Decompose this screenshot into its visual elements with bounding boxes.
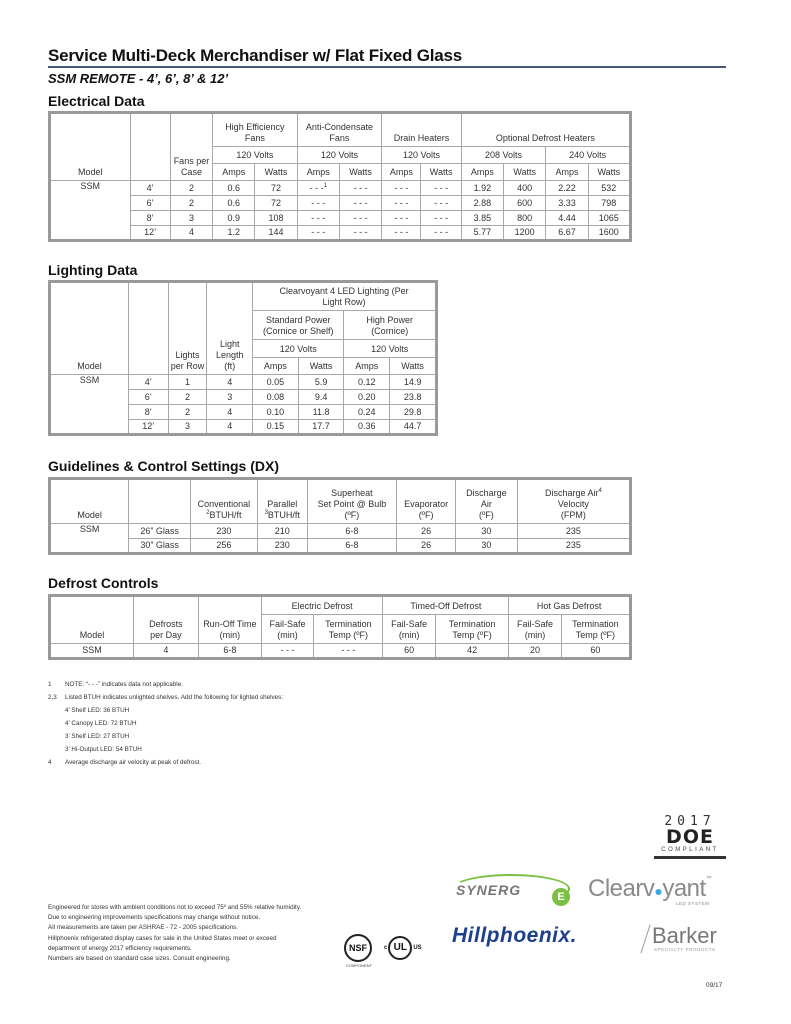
volts-label: 208 Volts	[461, 147, 546, 164]
footnote-2-3	[48, 691, 283, 704]
hi-amps-cell: 0.24	[344, 405, 390, 420]
ac-amps-cell: - - -	[297, 196, 339, 211]
hef-amps-cell: 0.9	[213, 211, 255, 226]
col-clearvoyant-led: Clearvoyant 4 LED Lighting (Per Light Row)	[253, 282, 437, 311]
ul-c: c	[384, 945, 388, 951]
amps-label: Amps	[297, 164, 339, 181]
table-row	[50, 644, 631, 659]
col-timed-off-defrost: Timed-Off Defrost	[383, 596, 509, 615]
velocity-label-2: Velocity	[557, 499, 589, 509]
footnote-number: 4	[48, 759, 52, 766]
dh-amps-cell: - - -	[382, 226, 421, 241]
col-standard-power: Standard Power (Cornice or Shelf)	[253, 311, 344, 340]
lights-cell: 3	[168, 420, 207, 435]
footnote-sub-item: 4’ Canopy LED: 72 BTUH	[65, 720, 137, 727]
col-optional-defrost-heaters: Optional Defrost Heaters	[461, 113, 630, 147]
col-glass	[129, 479, 191, 524]
dh-amps-cell: - - -	[382, 181, 421, 196]
synergy-e-badge: E	[552, 888, 570, 906]
amps-label: Amps	[382, 164, 421, 181]
ac-amps-value: - - -	[309, 182, 324, 193]
dh-amps-cell: - - -	[382, 211, 421, 226]
unit-text: (ºF)	[344, 510, 360, 520]
d208-watts-cell: 600	[504, 196, 546, 211]
evaporator-cell: 26	[397, 524, 456, 539]
logo-divider	[640, 925, 650, 954]
length-cell: 4	[207, 420, 253, 435]
lights-cell: 2	[168, 390, 207, 405]
fans-cell: 2	[170, 181, 212, 196]
hi-amps-cell: 0.12	[344, 375, 390, 390]
std-watts-cell: 9.4	[298, 390, 344, 405]
col-parallel	[257, 479, 307, 524]
termination-label: Termination Temp (ºF)	[435, 615, 508, 644]
d240-amps-cell: 4.44	[546, 211, 588, 226]
d208-watts-cell: 800	[504, 211, 546, 226]
col-anti-condensate-fans: Anti-Condensate Fans	[297, 113, 382, 147]
std-watts-cell: 11.8	[298, 405, 344, 420]
evaporator-cell: 26	[397, 539, 456, 554]
amps-label: Amps	[344, 358, 390, 375]
fail-safe-label: Fail-Safe (min)	[509, 615, 561, 644]
d240-watts-cell: 532	[588, 181, 630, 196]
light-bulb-icon: ●	[654, 883, 663, 899]
discharge-cell: 30	[456, 539, 518, 554]
hef-watts-cell: 144	[255, 226, 297, 241]
footnote-sub-item: 3’ Shelf LED: 27 BTUH	[65, 733, 130, 740]
hi-watts-cell: 29.8	[390, 405, 437, 420]
col-evaporator	[397, 479, 456, 524]
watts-label: Watts	[421, 164, 461, 181]
size-cell: 6’	[129, 390, 169, 405]
footnote-number: 2,3	[48, 694, 57, 701]
col-high-power: High Power (Cornice)	[344, 311, 437, 340]
footnote-1	[48, 678, 283, 691]
discharge-cell: 30	[456, 524, 518, 539]
footnote-text: NOTE: “- - -” indicates data not applicable.	[65, 681, 183, 688]
std-amps-cell: 0.08	[253, 390, 299, 405]
doe-bar	[654, 856, 726, 859]
ac-watts-cell: - - -	[339, 181, 381, 196]
hef-amps-cell: 1.2	[213, 226, 255, 241]
size-cell: 4’	[129, 375, 169, 390]
ac-amps-cell	[297, 181, 339, 196]
electrical-table	[48, 111, 632, 242]
superheat-cell: 6-8	[307, 524, 396, 539]
volts-label: 120 Volts	[382, 147, 462, 164]
conventional-label: Conventional	[197, 499, 251, 509]
lights-cell: 1	[168, 375, 207, 390]
d208-watts-cell: 1200	[504, 226, 546, 241]
col-lights-per-row: Lights per Row	[168, 282, 207, 375]
volts-label: 120 Volts	[213, 147, 298, 164]
model-cell: SSM	[50, 375, 129, 435]
parallel-cell: 230	[257, 539, 307, 554]
col-electric-defrost: Electric Defrost	[261, 596, 383, 615]
hot-gas-termination-cell: 60	[561, 644, 630, 659]
std-amps-cell: 0.15	[253, 420, 299, 435]
fail-safe-label: Fail-Safe (min)	[383, 615, 435, 644]
glass-cell: 26” Glass	[129, 524, 191, 539]
page-subtitle: SSM REMOTE - 4’, 6’, 8’ & 12’	[48, 71, 229, 86]
col-model: Model	[50, 282, 129, 375]
watts-label: Watts	[504, 164, 546, 181]
timed-off-termination-cell: 42	[435, 644, 508, 659]
col-superheat	[307, 479, 396, 524]
nsf-logo	[344, 934, 374, 968]
doe-year: 2017	[664, 814, 716, 829]
d208-amps-cell: 3.85	[461, 211, 503, 226]
col-model: Model	[50, 479, 129, 524]
nsf-component: COMPONENT	[346, 963, 372, 968]
std-watts-cell: 5.9	[298, 375, 344, 390]
unit-text: BTUH/ft	[209, 510, 242, 520]
hot-gas-fail-safe-cell: 20	[509, 644, 561, 659]
col-conventional	[190, 479, 257, 524]
defrost-table	[48, 594, 632, 660]
col-light-length: Light Length (ft)	[207, 282, 253, 375]
footnotes	[48, 678, 283, 769]
glass-cell: 30” Glass	[129, 539, 191, 554]
d208-amps-cell: 2.88	[461, 196, 503, 211]
page-title: Service Multi-Deck Merchandiser w/ Flat Fixed Glass	[48, 46, 463, 65]
electrical-heading: Electrical Data	[48, 93, 145, 109]
barker-word: Barker	[652, 923, 717, 948]
revision-date: 09/17	[706, 982, 723, 989]
parallel-unit	[260, 510, 305, 521]
guidelines-heading: Guidelines & Control Settings (DX)	[48, 458, 280, 474]
footnote-ref: 1	[323, 182, 327, 189]
footnote-sub-item: 3’ Hi-Output LED: 54 BTUH	[65, 746, 142, 753]
d208-amps-cell: 1.92	[461, 181, 503, 196]
col-discharge-air	[456, 479, 518, 524]
dh-amps-cell: - - -	[382, 196, 421, 211]
conventional-cell: 230	[190, 524, 257, 539]
ac-amps-cell: - - -	[297, 226, 339, 241]
termination-label: Termination Temp (ºF)	[314, 615, 383, 644]
model-cell: SSM	[50, 524, 129, 554]
defrost-heading: Defrost Controls	[48, 575, 159, 591]
d240-watts-cell: 1065	[588, 211, 630, 226]
doe-compliant-logo	[654, 815, 726, 859]
evaporator-label: Evaporator	[404, 499, 449, 509]
d240-watts-cell: 798	[588, 196, 630, 211]
table-row	[50, 524, 631, 539]
dh-watts-cell: - - -	[421, 181, 461, 196]
electric-fail-safe-cell: - - -	[261, 644, 313, 659]
unit-text: BTUH/ft	[267, 510, 300, 520]
synergy-logo	[452, 872, 576, 912]
conventional-unit	[193, 510, 255, 521]
clearvoyant-part: Clearv	[588, 875, 655, 902]
footnote-number: 1	[48, 681, 52, 688]
watts-label: Watts	[339, 164, 381, 181]
col-fans-per-case: Fans per Case	[170, 113, 212, 181]
unit-text: (ºF)	[479, 510, 494, 520]
hillphoenix-logo: Hillphoenix.	[452, 924, 578, 947]
footer-line: All measurements are taken per ASHRAE - 72 - 2005 specifications.	[48, 924, 239, 932]
electric-termination-cell: - - -	[314, 644, 383, 659]
hef-watts-cell: 72	[255, 196, 297, 211]
watts-label: Watts	[298, 358, 344, 375]
clearvoyant-part: yant	[662, 875, 706, 902]
d240-watts-cell: 1600	[588, 226, 630, 241]
watts-label: Watts	[255, 164, 297, 181]
fail-safe-label: Fail-Safe (min)	[261, 615, 313, 644]
doe-word: DOE	[666, 826, 714, 848]
parallel-cell: 210	[257, 524, 307, 539]
termination-label: Termination Temp (ºF)	[561, 615, 630, 644]
footer-line: Numbers are based on standard case sizes. Consult engineering.	[48, 955, 231, 963]
ac-amps-cell: - - -	[297, 211, 339, 226]
footer-line: department of energy 2017 efficiency requirements.	[48, 944, 192, 952]
table-row	[50, 375, 437, 390]
fans-cell: 2	[170, 196, 212, 211]
volts-label: 240 Volts	[546, 147, 631, 164]
timed-off-fail-safe-cell: 60	[383, 644, 435, 659]
clearvoyant-word	[588, 876, 738, 904]
table-row	[50, 211, 631, 226]
lighting-table	[48, 280, 438, 436]
barker-sub: SPECIALTY PRODUCTS	[654, 947, 716, 952]
amps-label: Amps	[546, 164, 588, 181]
footer-line: Engineered for stores with ambient conditions not to exceed 75º and 55% relative humidity.	[48, 904, 302, 911]
size-cell: 12’	[130, 226, 170, 241]
clearvoyant-sub: LED SYSTEM	[676, 901, 710, 906]
unit-text: (FPM)	[560, 510, 586, 520]
discharge-label: Discharge	[466, 488, 507, 498]
dh-watts-cell: - - -	[421, 196, 461, 211]
col-size	[130, 113, 170, 181]
conventional-cell: 256	[190, 539, 257, 554]
lighting-heading: Lighting Data	[48, 262, 138, 278]
footnote-ref: 2	[206, 510, 210, 516]
d208-watts-cell: 400	[504, 181, 546, 196]
hi-watts-cell: 23.8	[390, 390, 437, 405]
size-cell: 8’	[129, 405, 169, 420]
ul-mark: UL	[388, 936, 412, 960]
std-amps-cell: 0.10	[253, 405, 299, 420]
table-row	[50, 181, 631, 196]
col-hot-gas-defrost: Hot Gas Defrost	[509, 596, 631, 615]
nsf-mark: NSF	[344, 934, 372, 962]
std-watts-cell: 17.7	[298, 420, 344, 435]
velocity-label	[520, 488, 627, 499]
hi-watts-cell: 44.7	[390, 420, 437, 435]
velocity-cell: 235	[517, 539, 630, 554]
footnote-ref: 4	[598, 488, 602, 494]
col-high-efficiency-fans: High Efficiency Fans	[213, 113, 298, 147]
model-cell: SSM	[50, 644, 134, 659]
unit-text: (ºF)	[418, 510, 434, 520]
ac-watts-cell: - - -	[339, 226, 381, 241]
barker-logo	[652, 925, 717, 952]
trademark: ™	[705, 876, 712, 882]
dh-watts-cell: - - -	[421, 226, 461, 241]
col-defrosts-per-day: Defrosts per Day	[133, 596, 198, 644]
velocity-cell: 235	[517, 524, 630, 539]
model-cell: SSM	[50, 181, 131, 241]
volts-label: 120 Volts	[344, 340, 437, 358]
table-row	[50, 539, 631, 554]
dh-watts-cell: - - -	[421, 211, 461, 226]
title-rule	[48, 66, 726, 68]
footnote-ref: 3	[264, 510, 268, 516]
size-cell: 4’	[130, 181, 170, 196]
hef-amps-cell: 0.6	[213, 181, 255, 196]
amps-label: Amps	[461, 164, 503, 181]
length-cell: 4	[207, 405, 253, 420]
volts-label: 120 Volts	[297, 147, 382, 164]
length-cell: 4	[207, 375, 253, 390]
fans-cell: 3	[170, 211, 212, 226]
hef-watts-cell: 72	[255, 181, 297, 196]
velocity-text: Discharge Air	[544, 488, 599, 498]
col-drain-heaters: Drain Heaters	[382, 113, 462, 147]
footer-line: Hillphoenix refrigerated display cases for sale in the United States meet or exceed	[48, 934, 277, 942]
discharge-label-2: Air	[480, 499, 492, 509]
footnote-4	[48, 756, 283, 769]
ac-watts-cell: - - -	[339, 196, 381, 211]
volts-label: 120 Volts	[253, 340, 344, 358]
synergy-word: SYNERG	[456, 882, 522, 898]
table-row	[50, 196, 631, 211]
ac-watts-cell: - - -	[339, 211, 381, 226]
length-cell: 3	[207, 390, 253, 405]
d208-amps-cell: 5.77	[461, 226, 503, 241]
defrosts-cell: 4	[133, 644, 198, 659]
size-cell: 8’	[130, 211, 170, 226]
size-cell: 6’	[130, 196, 170, 211]
footer-disclaimer	[48, 903, 301, 964]
superheat-label: Superheat	[331, 488, 373, 498]
watts-label: Watts	[588, 164, 630, 181]
col-discharge-velocity	[517, 479, 630, 524]
d240-amps-cell: 2.22	[546, 181, 588, 196]
footnote-text: Listed BTUH indicates unlighted shelves. Add the following for lighted shelves:	[65, 694, 284, 701]
col-size	[129, 282, 169, 375]
d240-amps-cell: 3.33	[546, 196, 588, 211]
hef-amps-cell: 0.6	[213, 196, 255, 211]
col-model: Model	[50, 596, 134, 644]
run-off-cell: 6-8	[198, 644, 261, 659]
parallel-label: Parallel	[267, 499, 298, 509]
doe-compliant-text: COMPLIANT	[661, 847, 719, 853]
ul-logo	[384, 936, 422, 960]
table-row	[50, 226, 631, 241]
hi-amps-cell: 0.20	[344, 390, 390, 405]
col-model: Model	[50, 113, 131, 181]
fans-cell: 4	[170, 226, 212, 241]
hi-amps-cell: 0.36	[344, 420, 390, 435]
ul-us: US	[413, 945, 422, 951]
guidelines-table	[48, 477, 632, 555]
clearvoyant-logo	[588, 876, 738, 904]
footnote-text: Average discharge air velocity at peak of defrost.	[65, 759, 202, 766]
hi-watts-cell: 14.9	[390, 375, 437, 390]
d240-amps-cell: 6.67	[546, 226, 588, 241]
amps-label: Amps	[213, 164, 255, 181]
watts-label: Watts	[390, 358, 437, 375]
footnote-sub-item: 4’ Shelf LED: 36 BTUH	[65, 707, 130, 714]
hef-watts-cell: 108	[255, 211, 297, 226]
amps-label: Amps	[253, 358, 299, 375]
superheat-cell: 6-8	[307, 539, 396, 554]
std-amps-cell: 0.05	[253, 375, 299, 390]
col-run-off-time: Run-Off Time (min)	[198, 596, 261, 644]
lights-cell: 2	[168, 405, 207, 420]
footer-line: Due to engineering improvements specifications may change without notice.	[48, 914, 261, 922]
superheat-label-2: Set Point @ Bulb	[317, 499, 387, 509]
size-cell: 12’	[129, 420, 169, 435]
